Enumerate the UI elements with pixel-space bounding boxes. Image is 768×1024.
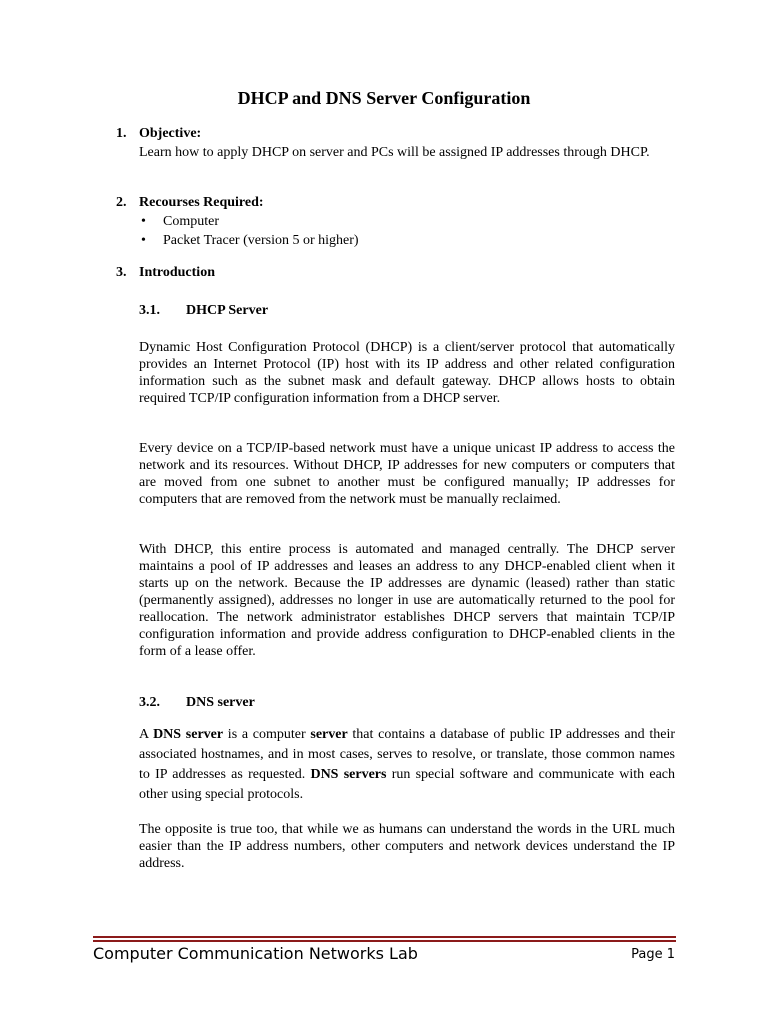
text-run: is a computer bbox=[223, 727, 311, 742]
list-item: • Computer bbox=[139, 212, 359, 231]
footer-rule bbox=[93, 936, 676, 938]
section-number: 1. bbox=[116, 126, 127, 141]
list-item: • Packet Tracer (version 5 or higher) bbox=[139, 231, 359, 250]
paragraph: Dynamic Host Configuration Protocol (DHCP) is a client/server protocol that automatically provides an Internet Protocol (IP) host with its IP address and other related configuration information such as the subnet mask and default gateway. DHCP allows hosts to obtain required TCP/IP configuration information from a DHCP server. bbox=[139, 340, 675, 406]
bold-term: server bbox=[310, 727, 348, 742]
page-number: Page 1 bbox=[631, 947, 675, 962]
page-title: DHCP and DNS Server Configuration bbox=[237, 88, 531, 108]
paragraph: The opposite is true too, that while we as humans can understand the words in the URL much easier than the IP address numbers, other computers and network devices understand the IP address. bbox=[139, 822, 675, 871]
section-heading-resources: Recourses Required: bbox=[139, 195, 264, 210]
text-run: run special software and communicate with each other using special protocols. bbox=[139, 767, 675, 802]
subsection-number: 3.1. bbox=[139, 303, 160, 318]
text-run: A bbox=[139, 727, 154, 742]
section-number: 2. bbox=[116, 195, 127, 210]
section-number: 3. bbox=[116, 265, 127, 280]
dns-paragraph bbox=[139, 725, 675, 805]
objective-text: Learn how to apply DHCP on server and PCs will be assigned IP addresses through DHCP. bbox=[139, 145, 650, 160]
section-heading-objective: Objective: bbox=[139, 126, 202, 141]
text-run: that contains a database of public IP addresses and their associated hostnames, and in most cases, serves to resolve, or translate, those common names to IP addresses as requested. bbox=[139, 727, 675, 782]
subsection-heading-dns: DNS server bbox=[186, 695, 255, 710]
subsection-heading-dhcp: DHCP Server bbox=[186, 303, 269, 318]
paragraph: With DHCP, this entire process is automated and managed centrally. The DHCP server maintains a pool of IP addresses and leases an address to any DHCP-enabled client when it starts up on the network. Because the IP addresses are dynamic (leased) rather than static (permanently assigned), addresses no longer in use are automatically returned to the pool for reallocation. The network administrator establishes DHCP servers that maintain TCP/IP configuration information and provide address configuration to DHCP-enabled clients in the form of a lease offer. bbox=[139, 542, 675, 659]
footer-rule bbox=[93, 940, 676, 942]
paragraph: Every device on a TCP/IP-based network must have a unique unicast IP address to access the network and its resources. Without DHCP, IP addresses for new computers or computers that are moved from one subnet to another must be configured manually; IP addresses for computers that are removed from the network must be manually reclaimed. bbox=[139, 441, 675, 507]
resource-list bbox=[139, 212, 359, 250]
footer-title: Computer Communication Networks Lab bbox=[93, 944, 418, 963]
section-heading-introduction: Introduction bbox=[139, 265, 215, 280]
bold-term: DNS servers bbox=[310, 767, 387, 782]
bold-term: DNS server bbox=[153, 727, 224, 742]
subsection-number: 3.2. bbox=[139, 695, 160, 710]
